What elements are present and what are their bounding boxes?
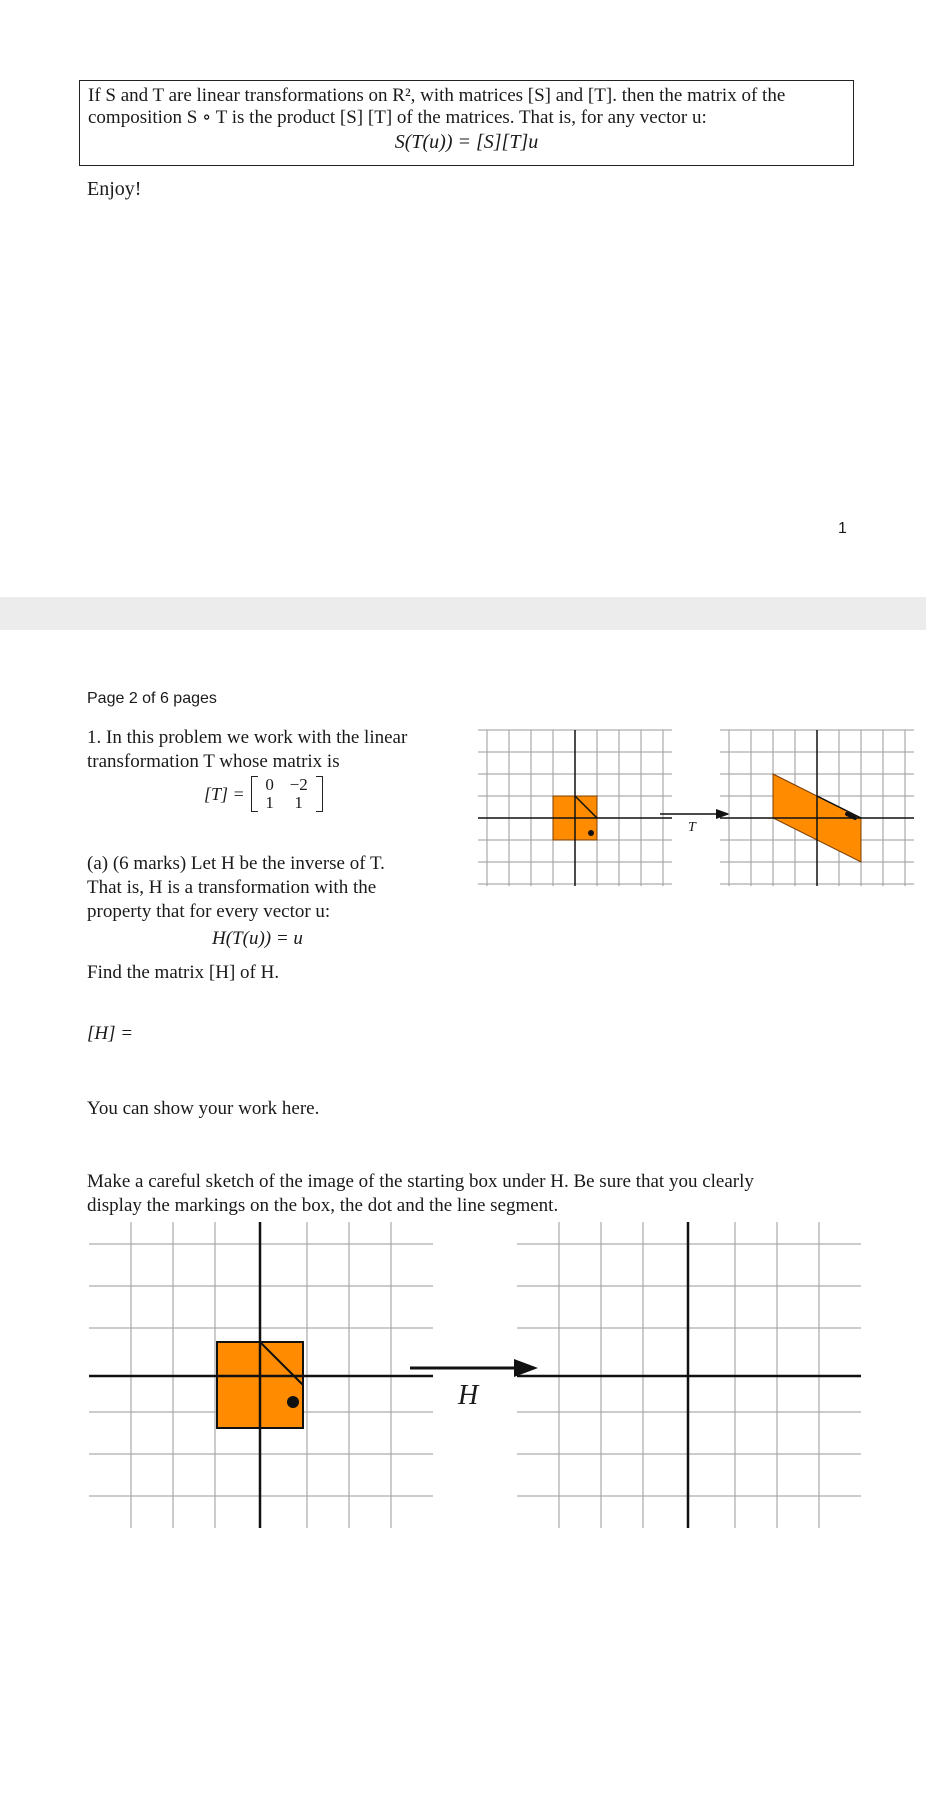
part-a-line-2: That is, H is a transformation with the [87, 877, 377, 898]
work-text: You can show your work here. [87, 1098, 320, 1119]
page-2 [0, 630, 926, 1803]
part-a-line-1: (a) (6 marks) Let H be the inverse of T. [87, 853, 385, 874]
inverse-formula: H(T(u)) = u [212, 928, 303, 949]
page-header: Page 2 of 6 pages [87, 690, 217, 707]
matrix-cell: 1 [294, 793, 303, 812]
box-dot [588, 830, 594, 836]
find-matrix-text: Find the matrix [H] of H. [87, 962, 280, 983]
left-bracket [251, 776, 258, 812]
small-start-grid [478, 730, 672, 886]
page-number: 1 [838, 520, 847, 537]
page-1 [0, 0, 926, 597]
right-bracket [316, 776, 323, 812]
large-target-grid [517, 1222, 861, 1418]
theorem-box [79, 80, 854, 166]
page-separator [0, 597, 926, 630]
large-box-dot [287, 1396, 299, 1408]
large-target-grid-lower [517, 1418, 861, 1528]
matrix-lhs: [T] = [204, 783, 245, 804]
large-H-label: H [458, 1380, 479, 1411]
small-image-grid [720, 730, 914, 886]
problem-intro-line-2: transformation T whose matrix is [87, 751, 340, 772]
matrix-cell: 0 [265, 775, 274, 794]
answer-label: [H] = [87, 1023, 134, 1044]
matrix-T-definition [204, 776, 323, 812]
theorem-line-2: composition S ∘ T is the product [S] [T] of the matrices. That is, for any vector u: [88, 107, 707, 128]
small-T-label: T [688, 820, 696, 835]
large-start-grid-lower [89, 1418, 433, 1528]
sketch-instruction-line-1: Make a careful sketch of the image of the starting box under H. Be sure that you clearly [87, 1171, 754, 1192]
matrix-cell: 1 [265, 793, 274, 812]
matrix-cell: −2 [289, 775, 308, 794]
matrix-T [251, 776, 323, 812]
enjoy-text: Enjoy! [87, 178, 142, 200]
theorem-line-1: If S and T are linear transformations on R², with matrices [S] and [T]. then the matrix of the [88, 85, 786, 106]
large-start-grid [89, 1222, 433, 1418]
composition-formula: S(T(u)) = [S][T]u [394, 131, 539, 153]
sketch-instruction-line-2: display the markings on the box, the dot and the line segment. [87, 1195, 559, 1216]
problem-intro-line-1: 1. In this problem we work with the linear [87, 727, 408, 748]
part-a-line-3: property that for every vector u: [87, 901, 331, 922]
